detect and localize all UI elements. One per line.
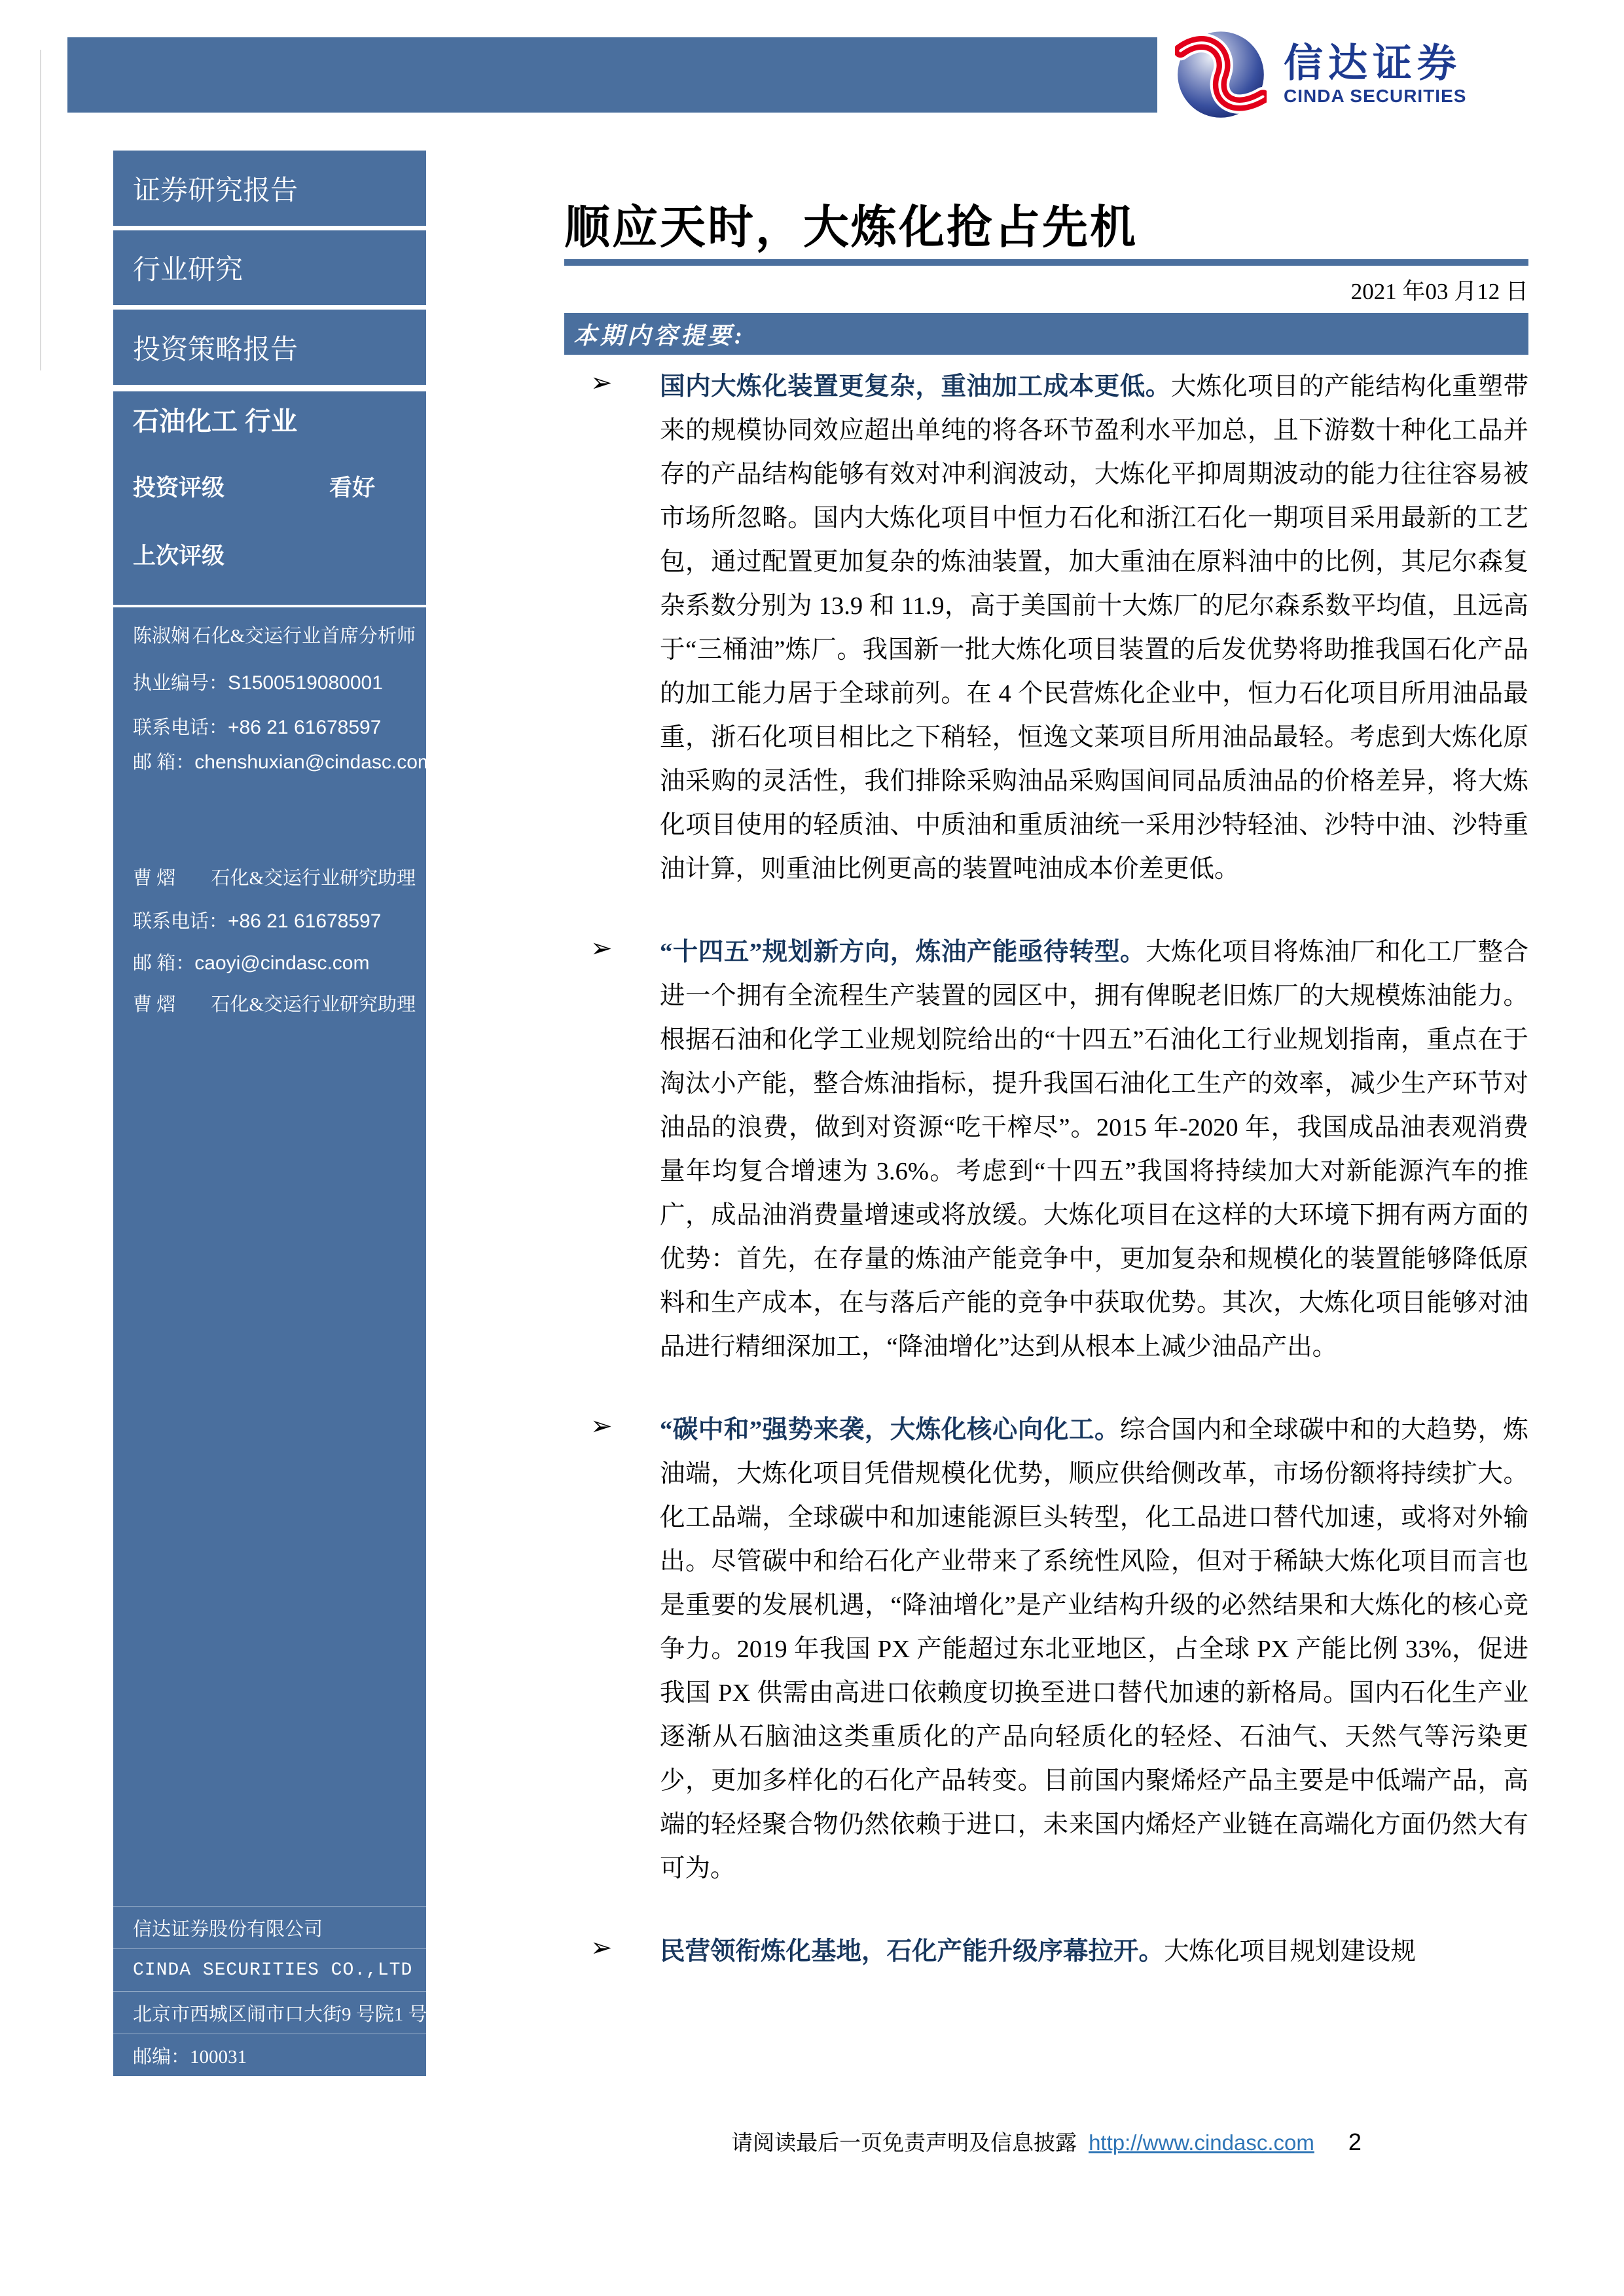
- bullet-lead: “十四五”规划新方向，炼油产能亟待转型。: [660, 939, 1146, 966]
- report-type-label: 证券研究报告: [133, 174, 298, 206]
- assistant-name: 曹 熠: [133, 994, 176, 1015]
- company-name-cn: 信达证券股份有限公司: [113, 1906, 426, 1948]
- rating-label: 投资评级: [133, 475, 225, 501]
- cinda-sphere-icon: [1175, 29, 1267, 120]
- left-margin-line: [40, 50, 41, 370]
- phone-label: 联系电话：: [133, 717, 228, 738]
- analyst-license-row: [133, 669, 416, 698]
- logo-cn-text: 信达证券: [1284, 41, 1462, 85]
- bullet-item: [564, 365, 1528, 891]
- analyst-title: 石化&交运行业首席分析师: [192, 626, 416, 647]
- analyst-email-row: [133, 748, 434, 777]
- summary-bullet-list: [564, 365, 1528, 1974]
- license-value: S1500519080001: [228, 672, 383, 694]
- assistant-phone-row: [133, 907, 416, 936]
- top-banner-bar: [67, 37, 1157, 113]
- sidebar-info-panel: [113, 391, 446, 2076]
- report-date: 2021 年03 月12 日: [1350, 279, 1528, 304]
- assistant-title: 石化&交运行业研究助理: [211, 994, 416, 1015]
- report-title: 顺应天时，大炼化抢占先机: [564, 201, 1138, 253]
- previous-rating-label: 上次评级: [133, 543, 225, 569]
- sidebar-box-report-type: [113, 151, 426, 226]
- bullet-arrow-icon: ➢: [590, 1933, 613, 1963]
- research-type-label: 行业研究: [133, 254, 244, 285]
- title-rule: [564, 259, 1528, 266]
- analyst-name: 陈淑娴: [133, 626, 190, 647]
- phone-value: +86 21 61678597: [228, 910, 382, 932]
- company-postcode: 邮编：100031: [113, 2034, 426, 2076]
- assistant-name: 曹 熠: [133, 868, 176, 889]
- bullet-body: 大炼化项目将炼油厂和化工厂整合进一个拥有全流程生产装置的园区中，拥有俾睨老旧炼厂的大规模炼油能力。根据石油和化学工业规划院给出的“十四五”石油化工行业规划指南，重点在于淘汰小产能，整合炼油指标，提升我国石油化工生产的效率，减少生产环节对油品的浪费，做到对资源“吃干榨尽”。2015 年-2020 年，我国成品油表观消费量年均复合增速为 3.6%。考虑到“十四五”我国将持续加大对新能源汽车的推广，成品油消费量增速或将放缓。大炼化项目在这样的大环境下拥有两方面的优势：首先，在存量的炼油产能竞争中，更加复杂和规模化的装置能够降低原料和生产成本，在与落后产能的竞争中获取优势。其次，大炼化项目能够对油品进行精细深加工，“降油增化”达到从根本上减少油品产出。: [660, 939, 1528, 1361]
- bullet-arrow-icon: ➢: [590, 1411, 613, 1441]
- bullet-arrow-icon: ➢: [590, 933, 613, 963]
- bullet-body: 大炼化项目规划建设规: [1164, 1938, 1416, 1965]
- bullet-item: [564, 1930, 1528, 1974]
- analyst-row: [133, 622, 416, 651]
- page-number: 2: [1348, 2128, 1362, 2155]
- assistant-title: 石化&交运行业研究助理: [211, 868, 416, 889]
- bullet-arrow-icon: ➢: [590, 368, 613, 398]
- sidebar-box-strategy-type: [113, 310, 426, 385]
- analyst-phone-row: [133, 713, 416, 742]
- cindasc-link[interactable]: http://www.cindasc.com: [1089, 2130, 1314, 2155]
- email-label: 邮 箱：: [133, 953, 195, 974]
- phone-value: +86 21 61678597: [228, 717, 382, 738]
- bullet-item: [564, 1408, 1528, 1891]
- bullet-item: [564, 931, 1528, 1369]
- license-label: 执业编号：: [133, 673, 228, 694]
- summary-header-label: 本期内容提要:: [573, 322, 746, 349]
- sidebar-divider: [113, 605, 426, 607]
- assistant-row-2: [133, 990, 416, 1019]
- rating-value: 看好: [329, 475, 376, 501]
- sidebar-box-research-type: [113, 230, 426, 305]
- company-name-en: CINDA SECURITIES CO.,LTD: [113, 1948, 426, 1991]
- logo-en-text: CINDA SECURITIES: [1284, 86, 1467, 106]
- summary-header-bar: [564, 313, 1528, 355]
- email-value: caoyi@cindasc.com: [194, 952, 370, 974]
- assistant-email-row: [133, 949, 416, 978]
- disclaimer-text: 请阅读最后一页免责声明及信息披露: [731, 2132, 1077, 2155]
- assistant-row: [133, 864, 416, 893]
- phone-label: 联系电话：: [133, 911, 228, 932]
- bullet-lead: 国内大炼化装置更复杂，重油加工成本更低。: [660, 373, 1171, 401]
- email-value: chenshuxian@cindasc.com: [194, 751, 434, 773]
- page-footer: [564, 2126, 1528, 2157]
- company-address: 北京市西城区闹市口大街9 号院1 号楼: [113, 1991, 426, 2034]
- bullet-body: 大炼化项目的产能结构化重塑带来的规模协同效应超出单纯的将各环节盈利水平加总，且下游数十种化工品并存的产品结构能够有效对冲利润波动，大炼化平抑周期波动的能力往往容易被市场所忽略。国内大炼化项目中恒力石化和浙江石化一期项目采用最新的工艺包，通过配置更加复杂的炼油装置，加大重油在原料油中的比例，其尼尔森复杂系数分别为 13.9 和 11.9，高于美国前十大炼厂的尼尔森系数平均值，且远高于“三桶油”炼厂。我国新一批大炼化项目装置的后发优势将助推我国石化产品的加工能力居于全球前列。在 4 个民营炼化企业中，恒力石化项目所用油品最重，浙石化项目相比之下稍轻，恒逸文莱项目所用油品最轻。考虑到大炼化原油采购的灵活性，我们排除采购油品采购国间同品质油品的价格差异，将大炼化项目使用的轻质油、中质油和重质油统一采用沙特轻油、沙特中油、沙特重油计算，则重油比例更高的装置吨油成本价差更低。: [660, 373, 1528, 883]
- bullet-lead: 民营领衔炼化基地，石化产能升级序幕拉开。: [660, 1938, 1164, 1965]
- bullet-lead: “碳中和”强势来袭，大炼化核心向化工。: [660, 1416, 1121, 1444]
- cinda-logo: [1175, 29, 1466, 120]
- industry-name: 石油化工 行业: [133, 407, 298, 436]
- bullet-body: 综合国内和全球碳中和的大趋势，炼油端，大炼化项目凭借规模化优势，顺应供给侧改革，市场份额将持续扩大。化工品端，全球碳中和加速能源巨头转型，化工品进口替代加速，或将对外输出。尽管碳中和给石化产业带来了系统性风险，但对于稀缺大炼化项目而言也是重要的发展机遇，“降油增化”是产业结构升级的必然结果和大炼化的核心竞争力。2019 年我国 PX 产能超过东北亚地区，占全球 PX 产能比例 33%，促进我国 PX 供需由高进口依赖度切换至进口替代加速的新格局。国内石化生产业逐渐从石脑油这类重质化的产品向轻质化的轻烃、石油气、天然气等污染更少，更加多样化的石化产品转变。目前国内聚烯烃产品主要是中低端产品，高端的轻烃聚合物仍然依赖于进口，未来国内烯烃产业链在高端化方面仍然大有可为。: [660, 1416, 1528, 1882]
- company-info-block: [113, 1906, 446, 2076]
- strategy-type-label: 投资策略报告: [133, 333, 298, 365]
- email-label: 邮 箱：: [133, 752, 195, 773]
